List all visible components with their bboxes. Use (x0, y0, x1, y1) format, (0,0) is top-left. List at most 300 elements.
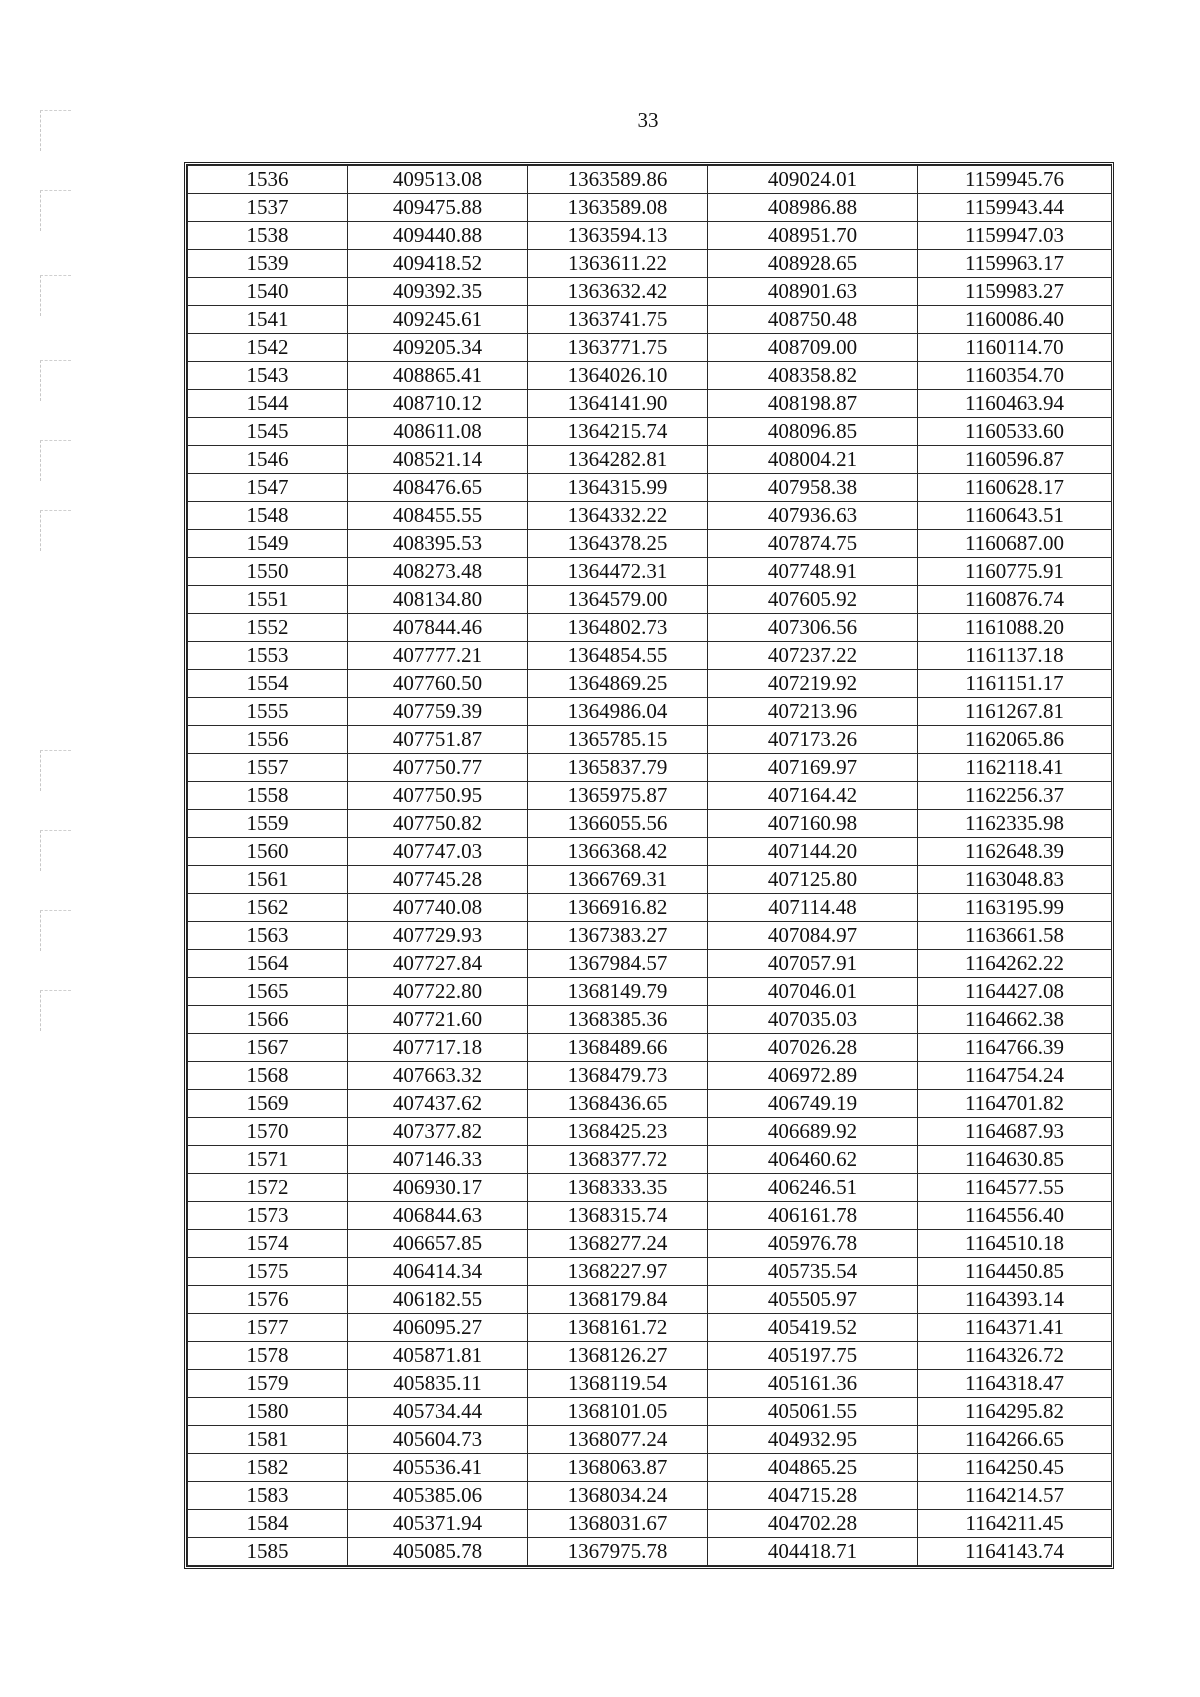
y-coordinate-cell: 1364282.81 (528, 446, 708, 474)
y2-coordinate-cell: 1164754.24 (918, 1062, 1112, 1090)
coordinate-table-frame (184, 162, 1114, 1569)
point-number-cell: 1544 (188, 390, 348, 418)
table-row (188, 1286, 1112, 1314)
point-number-cell: 1567 (188, 1034, 348, 1062)
y2-coordinate-cell: 1164701.82 (918, 1090, 1112, 1118)
x2-coordinate-cell: 405161.36 (708, 1370, 918, 1398)
y2-coordinate-cell: 1164326.72 (918, 1342, 1112, 1370)
table-row (188, 558, 1112, 586)
x2-coordinate-cell: 408986.88 (708, 194, 918, 222)
table-row (188, 670, 1112, 698)
point-number-cell: 1539 (188, 250, 348, 278)
table-row (188, 1454, 1112, 1482)
x-coordinate-cell: 405734.44 (348, 1398, 528, 1426)
point-number-cell: 1573 (188, 1202, 348, 1230)
y-coordinate-cell: 1367383.27 (528, 922, 708, 950)
point-number-cell: 1546 (188, 446, 348, 474)
x2-coordinate-cell: 404715.28 (708, 1482, 918, 1510)
y2-coordinate-cell: 1162065.86 (918, 726, 1112, 754)
point-number-cell: 1563 (188, 922, 348, 950)
y-coordinate-cell: 1364026.10 (528, 362, 708, 390)
y2-coordinate-cell: 1164450.85 (918, 1258, 1112, 1286)
y-coordinate-cell: 1368425.23 (528, 1118, 708, 1146)
coordinate-table (187, 165, 1112, 1566)
y-coordinate-cell: 1363594.13 (528, 222, 708, 250)
table-row (188, 1482, 1112, 1510)
x-coordinate-cell: 407750.82 (348, 810, 528, 838)
x-coordinate-cell: 407663.32 (348, 1062, 528, 1090)
point-number-cell: 1565 (188, 978, 348, 1006)
table-row (188, 222, 1112, 250)
y-coordinate-cell: 1368333.35 (528, 1174, 708, 1202)
table-row (188, 642, 1112, 670)
point-number-cell: 1553 (188, 642, 348, 670)
y2-coordinate-cell: 1164266.65 (918, 1426, 1112, 1454)
y-coordinate-cell: 1366055.56 (528, 810, 708, 838)
y-coordinate-cell: 1364986.04 (528, 698, 708, 726)
table-row (188, 1398, 1112, 1426)
y2-coordinate-cell: 1161151.17 (918, 670, 1112, 698)
x-coordinate-cell: 407750.77 (348, 754, 528, 782)
table-row (188, 418, 1112, 446)
y-coordinate-cell: 1368385.36 (528, 1006, 708, 1034)
x-coordinate-cell: 405835.11 (348, 1370, 528, 1398)
x2-coordinate-cell: 408709.00 (708, 334, 918, 362)
point-number-cell: 1556 (188, 726, 348, 754)
x2-coordinate-cell: 407874.75 (708, 530, 918, 558)
x2-coordinate-cell: 407237.22 (708, 642, 918, 670)
x2-coordinate-cell: 407748.91 (708, 558, 918, 586)
table-row (188, 978, 1112, 1006)
x-coordinate-cell: 408455.55 (348, 502, 528, 530)
y-coordinate-cell: 1368489.66 (528, 1034, 708, 1062)
y-coordinate-cell: 1368101.05 (528, 1398, 708, 1426)
y-coordinate-cell: 1364378.25 (528, 530, 708, 558)
y-coordinate-cell: 1368227.97 (528, 1258, 708, 1286)
point-number-cell: 1576 (188, 1286, 348, 1314)
x2-coordinate-cell: 407114.48 (708, 894, 918, 922)
y2-coordinate-cell: 1161267.81 (918, 698, 1112, 726)
y2-coordinate-cell: 1160114.70 (918, 334, 1112, 362)
y-coordinate-cell: 1363771.75 (528, 334, 708, 362)
point-number-cell: 1559 (188, 810, 348, 838)
point-number-cell: 1579 (188, 1370, 348, 1398)
x-coordinate-cell: 408273.48 (348, 558, 528, 586)
y-coordinate-cell: 1368119.54 (528, 1370, 708, 1398)
y2-coordinate-cell: 1164556.40 (918, 1202, 1112, 1230)
x-coordinate-cell: 407727.84 (348, 950, 528, 978)
x-coordinate-cell: 406930.17 (348, 1174, 528, 1202)
table-row (188, 754, 1112, 782)
x2-coordinate-cell: 407026.28 (708, 1034, 918, 1062)
x2-coordinate-cell: 407219.92 (708, 670, 918, 698)
x-coordinate-cell: 405604.73 (348, 1426, 528, 1454)
y-coordinate-cell: 1364215.74 (528, 418, 708, 446)
y-coordinate-cell: 1368063.87 (528, 1454, 708, 1482)
x-coordinate-cell: 407745.28 (348, 866, 528, 894)
x2-coordinate-cell: 404865.25 (708, 1454, 918, 1482)
y2-coordinate-cell: 1164211.45 (918, 1510, 1112, 1538)
page-number: 33 (637, 108, 659, 132)
y-coordinate-cell: 1363589.86 (528, 166, 708, 194)
x2-coordinate-cell: 407035.03 (708, 1006, 918, 1034)
x-coordinate-cell: 409205.34 (348, 334, 528, 362)
table-row (188, 1342, 1112, 1370)
x-coordinate-cell: 405085.78 (348, 1538, 528, 1566)
x2-coordinate-cell: 406246.51 (708, 1174, 918, 1202)
y-coordinate-cell: 1368077.24 (528, 1426, 708, 1454)
x2-coordinate-cell: 407046.01 (708, 978, 918, 1006)
y-coordinate-cell: 1363632.42 (528, 278, 708, 306)
point-number-cell: 1549 (188, 530, 348, 558)
y2-coordinate-cell: 1164214.57 (918, 1482, 1112, 1510)
y2-coordinate-cell: 1163195.99 (918, 894, 1112, 922)
x2-coordinate-cell: 407057.91 (708, 950, 918, 978)
x2-coordinate-cell: 405197.75 (708, 1342, 918, 1370)
y2-coordinate-cell: 1161088.20 (918, 614, 1112, 642)
y-coordinate-cell: 1368031.67 (528, 1510, 708, 1538)
x-coordinate-cell: 409475.88 (348, 194, 528, 222)
x2-coordinate-cell: 406460.62 (708, 1146, 918, 1174)
x-coordinate-cell: 405536.41 (348, 1454, 528, 1482)
x2-coordinate-cell: 407169.97 (708, 754, 918, 782)
x2-coordinate-cell: 408951.70 (708, 222, 918, 250)
y-coordinate-cell: 1364332.22 (528, 502, 708, 530)
point-number-cell: 1538 (188, 222, 348, 250)
table-row (188, 586, 1112, 614)
x2-coordinate-cell: 408004.21 (708, 446, 918, 474)
point-number-cell: 1570 (188, 1118, 348, 1146)
y2-coordinate-cell: 1160628.17 (918, 474, 1112, 502)
x2-coordinate-cell: 407605.92 (708, 586, 918, 614)
table-row (188, 1090, 1112, 1118)
y-coordinate-cell: 1365785.15 (528, 726, 708, 754)
point-number-cell: 1571 (188, 1146, 348, 1174)
x-coordinate-cell: 408476.65 (348, 474, 528, 502)
point-number-cell: 1543 (188, 362, 348, 390)
point-number-cell: 1558 (188, 782, 348, 810)
y2-coordinate-cell: 1163048.83 (918, 866, 1112, 894)
table-row (188, 1510, 1112, 1538)
x2-coordinate-cell: 406972.89 (708, 1062, 918, 1090)
y-coordinate-cell: 1364472.31 (528, 558, 708, 586)
x-coordinate-cell: 406182.55 (348, 1286, 528, 1314)
y-coordinate-cell: 1364869.25 (528, 670, 708, 698)
table-row (188, 1538, 1112, 1566)
y2-coordinate-cell: 1164577.55 (918, 1174, 1112, 1202)
point-number-cell: 1564 (188, 950, 348, 978)
table-row (188, 810, 1112, 838)
table-row (188, 1258, 1112, 1286)
table-row (188, 894, 1112, 922)
x2-coordinate-cell: 408928.65 (708, 250, 918, 278)
y2-coordinate-cell: 1159983.27 (918, 278, 1112, 306)
y2-coordinate-cell: 1164295.82 (918, 1398, 1112, 1426)
table-row (188, 614, 1112, 642)
y-coordinate-cell: 1368436.65 (528, 1090, 708, 1118)
y2-coordinate-cell: 1160463.94 (918, 390, 1112, 418)
scan-margin-marks (40, 30, 80, 1670)
y-coordinate-cell: 1363611.22 (528, 250, 708, 278)
y2-coordinate-cell: 1164393.14 (918, 1286, 1112, 1314)
x-coordinate-cell: 407437.62 (348, 1090, 528, 1118)
x2-coordinate-cell: 404418.71 (708, 1538, 918, 1566)
x2-coordinate-cell: 407144.20 (708, 838, 918, 866)
x2-coordinate-cell: 408358.82 (708, 362, 918, 390)
point-number-cell: 1578 (188, 1342, 348, 1370)
x-coordinate-cell: 407760.50 (348, 670, 528, 698)
x-coordinate-cell: 406414.34 (348, 1258, 528, 1286)
y2-coordinate-cell: 1164510.18 (918, 1230, 1112, 1258)
point-number-cell: 1537 (188, 194, 348, 222)
x-coordinate-cell: 405871.81 (348, 1342, 528, 1370)
y2-coordinate-cell: 1164427.08 (918, 978, 1112, 1006)
table-row (188, 1370, 1112, 1398)
y2-coordinate-cell: 1159945.76 (918, 166, 1112, 194)
point-number-cell: 1550 (188, 558, 348, 586)
x2-coordinate-cell: 407164.42 (708, 782, 918, 810)
y2-coordinate-cell: 1160687.00 (918, 530, 1112, 558)
x-coordinate-cell: 407740.08 (348, 894, 528, 922)
table-row (188, 950, 1112, 978)
y2-coordinate-cell: 1160596.87 (918, 446, 1112, 474)
y-coordinate-cell: 1368034.24 (528, 1482, 708, 1510)
table-row (188, 1426, 1112, 1454)
x-coordinate-cell: 407750.95 (348, 782, 528, 810)
point-number-cell: 1572 (188, 1174, 348, 1202)
x2-coordinate-cell: 407306.56 (708, 614, 918, 642)
y2-coordinate-cell: 1164143.74 (918, 1538, 1112, 1566)
x-coordinate-cell: 408134.80 (348, 586, 528, 614)
y2-coordinate-cell: 1164371.41 (918, 1314, 1112, 1342)
coordinate-table-body (188, 166, 1112, 1566)
x-coordinate-cell: 408521.14 (348, 446, 528, 474)
x2-coordinate-cell: 405061.55 (708, 1398, 918, 1426)
table-row (188, 1230, 1112, 1258)
point-number-cell: 1551 (188, 586, 348, 614)
y2-coordinate-cell: 1163661.58 (918, 922, 1112, 950)
y-coordinate-cell: 1368377.72 (528, 1146, 708, 1174)
point-number-cell: 1540 (188, 278, 348, 306)
table-row (188, 1006, 1112, 1034)
y2-coordinate-cell: 1162648.39 (918, 838, 1112, 866)
y-coordinate-cell: 1363741.75 (528, 306, 708, 334)
y2-coordinate-cell: 1160086.40 (918, 306, 1112, 334)
table-row (188, 726, 1112, 754)
x-coordinate-cell: 409418.52 (348, 250, 528, 278)
table-row (188, 1314, 1112, 1342)
y2-coordinate-cell: 1160876.74 (918, 586, 1112, 614)
x-coordinate-cell: 407751.87 (348, 726, 528, 754)
y-coordinate-cell: 1364579.00 (528, 586, 708, 614)
y2-coordinate-cell: 1164630.85 (918, 1146, 1112, 1174)
y2-coordinate-cell: 1162335.98 (918, 810, 1112, 838)
y-coordinate-cell: 1364141.90 (528, 390, 708, 418)
point-number-cell: 1541 (188, 306, 348, 334)
table-row (188, 194, 1112, 222)
point-number-cell: 1560 (188, 838, 348, 866)
table-row (188, 922, 1112, 950)
point-number-cell: 1582 (188, 1454, 348, 1482)
point-number-cell: 1566 (188, 1006, 348, 1034)
table-row (188, 1146, 1112, 1174)
y2-coordinate-cell: 1164250.45 (918, 1454, 1112, 1482)
x-coordinate-cell: 407729.93 (348, 922, 528, 950)
x2-coordinate-cell: 407958.38 (708, 474, 918, 502)
y-coordinate-cell: 1368479.73 (528, 1062, 708, 1090)
y2-coordinate-cell: 1164318.47 (918, 1370, 1112, 1398)
x2-coordinate-cell: 407213.96 (708, 698, 918, 726)
x-coordinate-cell: 409245.61 (348, 306, 528, 334)
point-number-cell: 1545 (188, 418, 348, 446)
y-coordinate-cell: 1368126.27 (528, 1342, 708, 1370)
point-number-cell: 1542 (188, 334, 348, 362)
x-coordinate-cell: 408611.08 (348, 418, 528, 446)
point-number-cell: 1581 (188, 1426, 348, 1454)
x2-coordinate-cell: 407936.63 (708, 502, 918, 530)
x2-coordinate-cell: 404932.95 (708, 1426, 918, 1454)
x2-coordinate-cell: 405976.78 (708, 1230, 918, 1258)
y2-coordinate-cell: 1160533.60 (918, 418, 1112, 446)
x-coordinate-cell: 405371.94 (348, 1510, 528, 1538)
point-number-cell: 1583 (188, 1482, 348, 1510)
x-coordinate-cell: 407717.18 (348, 1034, 528, 1062)
y2-coordinate-cell: 1160775.91 (918, 558, 1112, 586)
point-number-cell: 1561 (188, 866, 348, 894)
table-row (188, 782, 1112, 810)
table-row (188, 390, 1112, 418)
y2-coordinate-cell: 1159963.17 (918, 250, 1112, 278)
x2-coordinate-cell: 405735.54 (708, 1258, 918, 1286)
y2-coordinate-cell: 1159943.44 (918, 194, 1112, 222)
table-row (188, 1174, 1112, 1202)
y-coordinate-cell: 1368315.74 (528, 1202, 708, 1230)
table-row (188, 1118, 1112, 1146)
y-coordinate-cell: 1368179.84 (528, 1286, 708, 1314)
y2-coordinate-cell: 1160354.70 (918, 362, 1112, 390)
point-number-cell: 1568 (188, 1062, 348, 1090)
x-coordinate-cell: 408865.41 (348, 362, 528, 390)
point-number-cell: 1580 (188, 1398, 348, 1426)
x2-coordinate-cell: 407173.26 (708, 726, 918, 754)
table-row (188, 502, 1112, 530)
table-row (188, 278, 1112, 306)
x-coordinate-cell: 407146.33 (348, 1146, 528, 1174)
table-row (188, 166, 1112, 194)
y-coordinate-cell: 1367975.78 (528, 1538, 708, 1566)
x2-coordinate-cell: 405419.52 (708, 1314, 918, 1342)
x2-coordinate-cell: 407125.80 (708, 866, 918, 894)
y2-coordinate-cell: 1164662.38 (918, 1006, 1112, 1034)
x2-coordinate-cell: 406689.92 (708, 1118, 918, 1146)
x-coordinate-cell: 406095.27 (348, 1314, 528, 1342)
x2-coordinate-cell: 406749.19 (708, 1090, 918, 1118)
y-coordinate-cell: 1366916.82 (528, 894, 708, 922)
point-number-cell: 1547 (188, 474, 348, 502)
x-coordinate-cell: 406657.85 (348, 1230, 528, 1258)
y-coordinate-cell: 1363589.08 (528, 194, 708, 222)
x2-coordinate-cell: 408750.48 (708, 306, 918, 334)
point-number-cell: 1584 (188, 1510, 348, 1538)
point-number-cell: 1555 (188, 698, 348, 726)
point-number-cell: 1548 (188, 502, 348, 530)
y-coordinate-cell: 1366769.31 (528, 866, 708, 894)
table-row (188, 362, 1112, 390)
table-row (188, 1034, 1112, 1062)
point-number-cell: 1585 (188, 1538, 348, 1566)
x-coordinate-cell: 406844.63 (348, 1202, 528, 1230)
x2-coordinate-cell: 405505.97 (708, 1286, 918, 1314)
point-number-cell: 1562 (188, 894, 348, 922)
x-coordinate-cell: 409392.35 (348, 278, 528, 306)
point-number-cell: 1536 (188, 166, 348, 194)
x2-coordinate-cell: 407160.98 (708, 810, 918, 838)
y-coordinate-cell: 1364854.55 (528, 642, 708, 670)
x-coordinate-cell: 407777.21 (348, 642, 528, 670)
point-number-cell: 1577 (188, 1314, 348, 1342)
y2-coordinate-cell: 1159947.03 (918, 222, 1112, 250)
point-number-cell: 1554 (188, 670, 348, 698)
x-coordinate-cell: 407722.80 (348, 978, 528, 1006)
y-coordinate-cell: 1368149.79 (528, 978, 708, 1006)
y-coordinate-cell: 1368161.72 (528, 1314, 708, 1342)
x2-coordinate-cell: 409024.01 (708, 166, 918, 194)
x-coordinate-cell: 407721.60 (348, 1006, 528, 1034)
table-row (188, 530, 1112, 558)
x-coordinate-cell: 407747.03 (348, 838, 528, 866)
point-number-cell: 1569 (188, 1090, 348, 1118)
point-number-cell: 1552 (188, 614, 348, 642)
x-coordinate-cell: 409513.08 (348, 166, 528, 194)
table-row (188, 698, 1112, 726)
x-coordinate-cell: 405385.06 (348, 1482, 528, 1510)
table-row (188, 446, 1112, 474)
x2-coordinate-cell: 408901.63 (708, 278, 918, 306)
table-row (188, 838, 1112, 866)
y-coordinate-cell: 1365837.79 (528, 754, 708, 782)
y2-coordinate-cell: 1164766.39 (918, 1034, 1112, 1062)
y2-coordinate-cell: 1164687.93 (918, 1118, 1112, 1146)
y2-coordinate-cell: 1161137.18 (918, 642, 1112, 670)
point-number-cell: 1574 (188, 1230, 348, 1258)
y-coordinate-cell: 1364315.99 (528, 474, 708, 502)
x2-coordinate-cell: 406161.78 (708, 1202, 918, 1230)
table-row (188, 306, 1112, 334)
table-row (188, 334, 1112, 362)
table-row (188, 1202, 1112, 1230)
y2-coordinate-cell: 1160643.51 (918, 502, 1112, 530)
x2-coordinate-cell: 407084.97 (708, 922, 918, 950)
y-coordinate-cell: 1367984.57 (528, 950, 708, 978)
table-row (188, 250, 1112, 278)
table-row (188, 474, 1112, 502)
x-coordinate-cell: 407377.82 (348, 1118, 528, 1146)
x2-coordinate-cell: 408198.87 (708, 390, 918, 418)
y-coordinate-cell: 1364802.73 (528, 614, 708, 642)
x-coordinate-cell: 409440.88 (348, 222, 528, 250)
x-coordinate-cell: 408395.53 (348, 530, 528, 558)
y2-coordinate-cell: 1162256.37 (918, 782, 1112, 810)
y2-coordinate-cell: 1162118.41 (918, 754, 1112, 782)
y2-coordinate-cell: 1164262.22 (918, 950, 1112, 978)
y-coordinate-cell: 1365975.87 (528, 782, 708, 810)
point-number-cell: 1557 (188, 754, 348, 782)
point-number-cell: 1575 (188, 1258, 348, 1286)
table-row (188, 866, 1112, 894)
y-coordinate-cell: 1366368.42 (528, 838, 708, 866)
x2-coordinate-cell: 408096.85 (708, 418, 918, 446)
x2-coordinate-cell: 404702.28 (708, 1510, 918, 1538)
